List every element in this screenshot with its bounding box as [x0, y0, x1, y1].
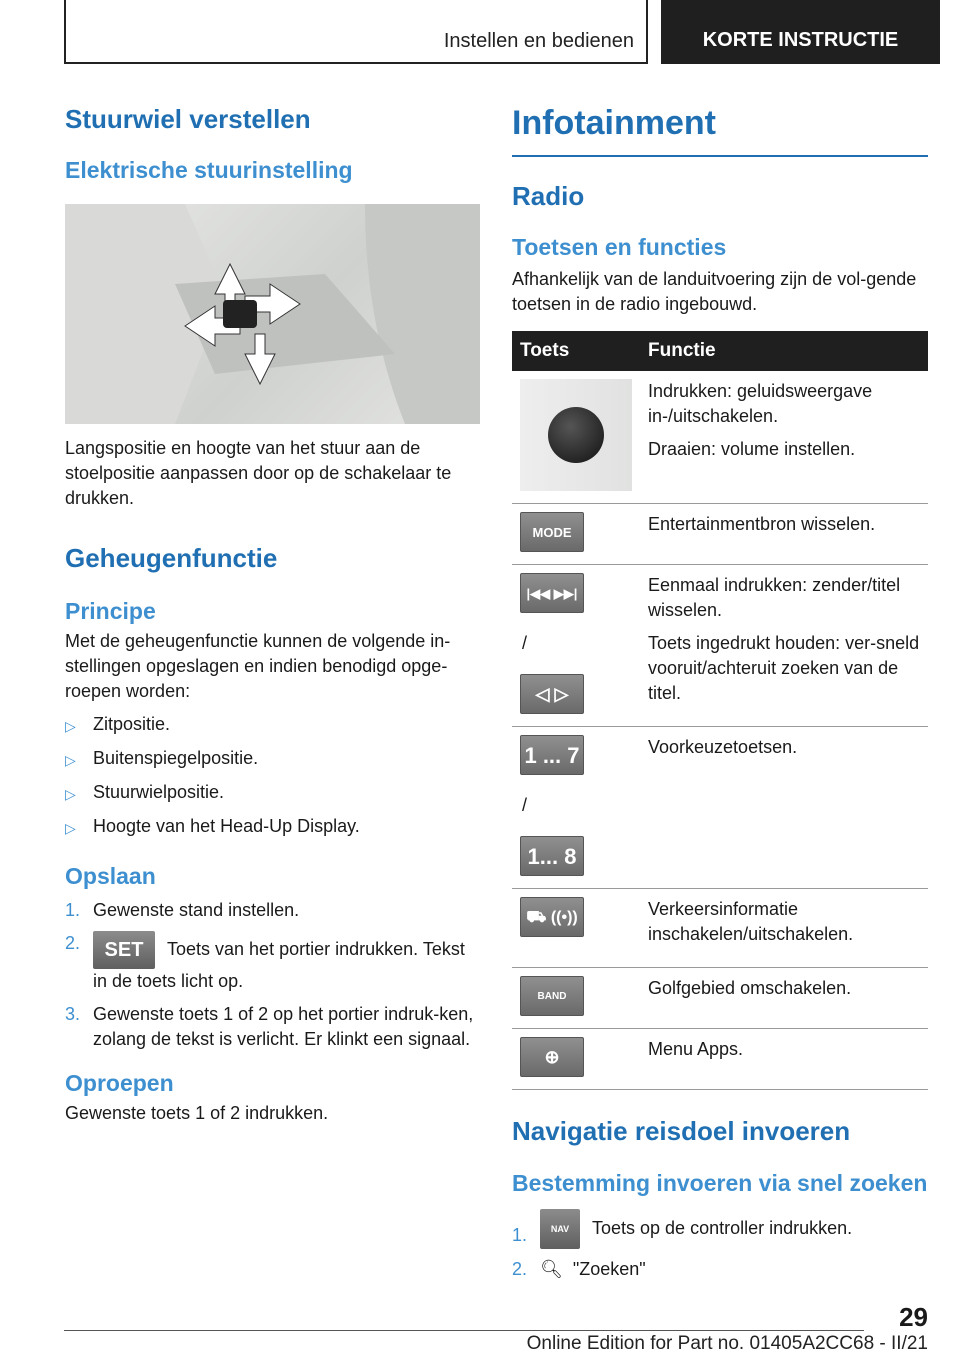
table-row: BAND Golfgebied omschakelen.	[512, 968, 928, 1029]
footer-rule	[64, 1330, 864, 1331]
list-item: 2. 🔍︎ "Zoeken"	[512, 1259, 646, 1279]
heading-oproepen: Oproepen	[65, 1070, 174, 1096]
heading-geheugen: Geheugenfunctie	[65, 543, 278, 573]
right-column	[512, 100, 928, 1290]
band-key-icon: BAND	[520, 976, 584, 1016]
arrow-keys-icon: ◁ ▷	[520, 674, 584, 714]
set-button-icon: SET	[93, 931, 155, 969]
traffic-info-icon: ⛟ ((•))	[520, 897, 584, 937]
list-item: 2. SET Toets van het portier indrukken. Tekst in de toets licht op.	[65, 933, 465, 991]
list-item: ▷ Buitenspiegelpositie.	[65, 746, 480, 773]
mode-key-icon: MODE	[520, 512, 584, 552]
page-number: 29	[899, 1302, 928, 1332]
list-item: 1. Gewenste stand instellen.	[65, 900, 300, 920]
table-row: |◀◀ ▶▶| / ◁ ▷ Eenmaal indrukken: zender/titel wisselen. Toets ingedrukt houden: ver-sneld vooruit/achteruit zoeken van de titel.	[512, 565, 928, 727]
bullet-triangle-icon: ▷	[65, 718, 76, 734]
preset-keys-8-icon: 1... 8	[520, 836, 584, 876]
apps-globe-icon: ⊕	[520, 1037, 584, 1077]
nav-button-icon: NAV	[540, 1209, 580, 1249]
list-item: ▷ Hoogte van het Head-Up Display.	[65, 814, 480, 841]
text-elektrisch: Langspositie en hoogte van het stuur aan de stoelpositie aanpassen door op de schakelaar te drukken.	[65, 438, 452, 508]
table-row: 1 ... 7 / 1... 8 Voorkeuzetoetsen.	[512, 727, 928, 889]
table-row: ⊕ Menu Apps.	[512, 1029, 928, 1090]
table-row: MODE Entertainmentbron wisselen.	[512, 504, 928, 565]
heading-navigatie: Navigatie reisdoel invoeren	[512, 1116, 851, 1146]
list-item: ▷ Zitpositie.	[65, 712, 480, 739]
heading-elektrisch: Elektrische stuurinstelling	[65, 157, 353, 183]
column-header-functie: Functie	[640, 331, 928, 371]
heading-bestemming: Bestemming invoeren via snel zoeken	[512, 1170, 928, 1196]
list-item: 3. Gewenste toets 1 of 2 op het portier indruk-ken, zolang de tekst is verlicht. Er klinkt een signaal.	[65, 1004, 474, 1049]
table-header-row	[512, 331, 928, 371]
left-column	[65, 100, 480, 1126]
heading-principe: Principe	[65, 598, 156, 624]
bullet-triangle-icon: ▷	[65, 752, 76, 768]
list-item: ▷ Stuurwielpositie.	[65, 780, 480, 807]
text-principe: Met de geheugenfunctie kunnen de volgende in-stellingen opgeslagen en indien benodigd opge-roepen worden:	[65, 631, 451, 701]
heading-infotainment: Infotainment	[512, 104, 928, 157]
list-item: 1. NAV Toets op de controller indrukken.	[512, 1209, 928, 1249]
header-section-title: Instellen en bedienen	[443, 30, 634, 52]
steering-switch-illustration	[65, 204, 480, 424]
search-icon: 🔍︎	[540, 1259, 563, 1279]
heading-opslaan: Opslaan	[65, 863, 156, 889]
bullet-triangle-icon: ▷	[65, 786, 76, 802]
text-oproepen: Gewenste toets 1 of 2 indrukken.	[65, 1103, 329, 1123]
heading-toetsen: Toetsen en functies	[512, 234, 727, 260]
table-row: Indrukken: geluidsweergave in-/uitschakelen. Draaien: volume instellen.	[512, 371, 928, 504]
table-row: ⛟ ((•)) Verkeersinformatie inschakelen/uitschakelen.	[512, 889, 928, 968]
skip-keys-icon: |◀◀ ▶▶|	[520, 573, 584, 613]
radio-keys-table	[512, 331, 928, 1090]
steering-adjust-photo	[65, 204, 480, 424]
text-toetsen: Afhankelijk van de landuitvoering zijn de vol-gende toetsen in de radio ingebouwd.	[512, 269, 917, 314]
opslaan-steps	[65, 898, 480, 1052]
header-tab: KORTE INSTRUCTIE	[661, 0, 940, 64]
footer-edition: Online Edition for Part no. 01405A2CC68 - II/21	[526, 1333, 928, 1354]
nav-steps	[512, 1209, 928, 1282]
memory-bullets	[65, 712, 480, 841]
heading-radio: Radio	[512, 181, 585, 211]
volume-knob-icon	[520, 379, 632, 491]
bullet-triangle-icon: ▷	[65, 820, 76, 836]
preset-keys-7-icon: 1 ... 7	[520, 735, 584, 775]
heading-stuurwiel: Stuurwiel verstellen	[65, 104, 311, 134]
column-header-toets: Toets	[512, 331, 640, 371]
